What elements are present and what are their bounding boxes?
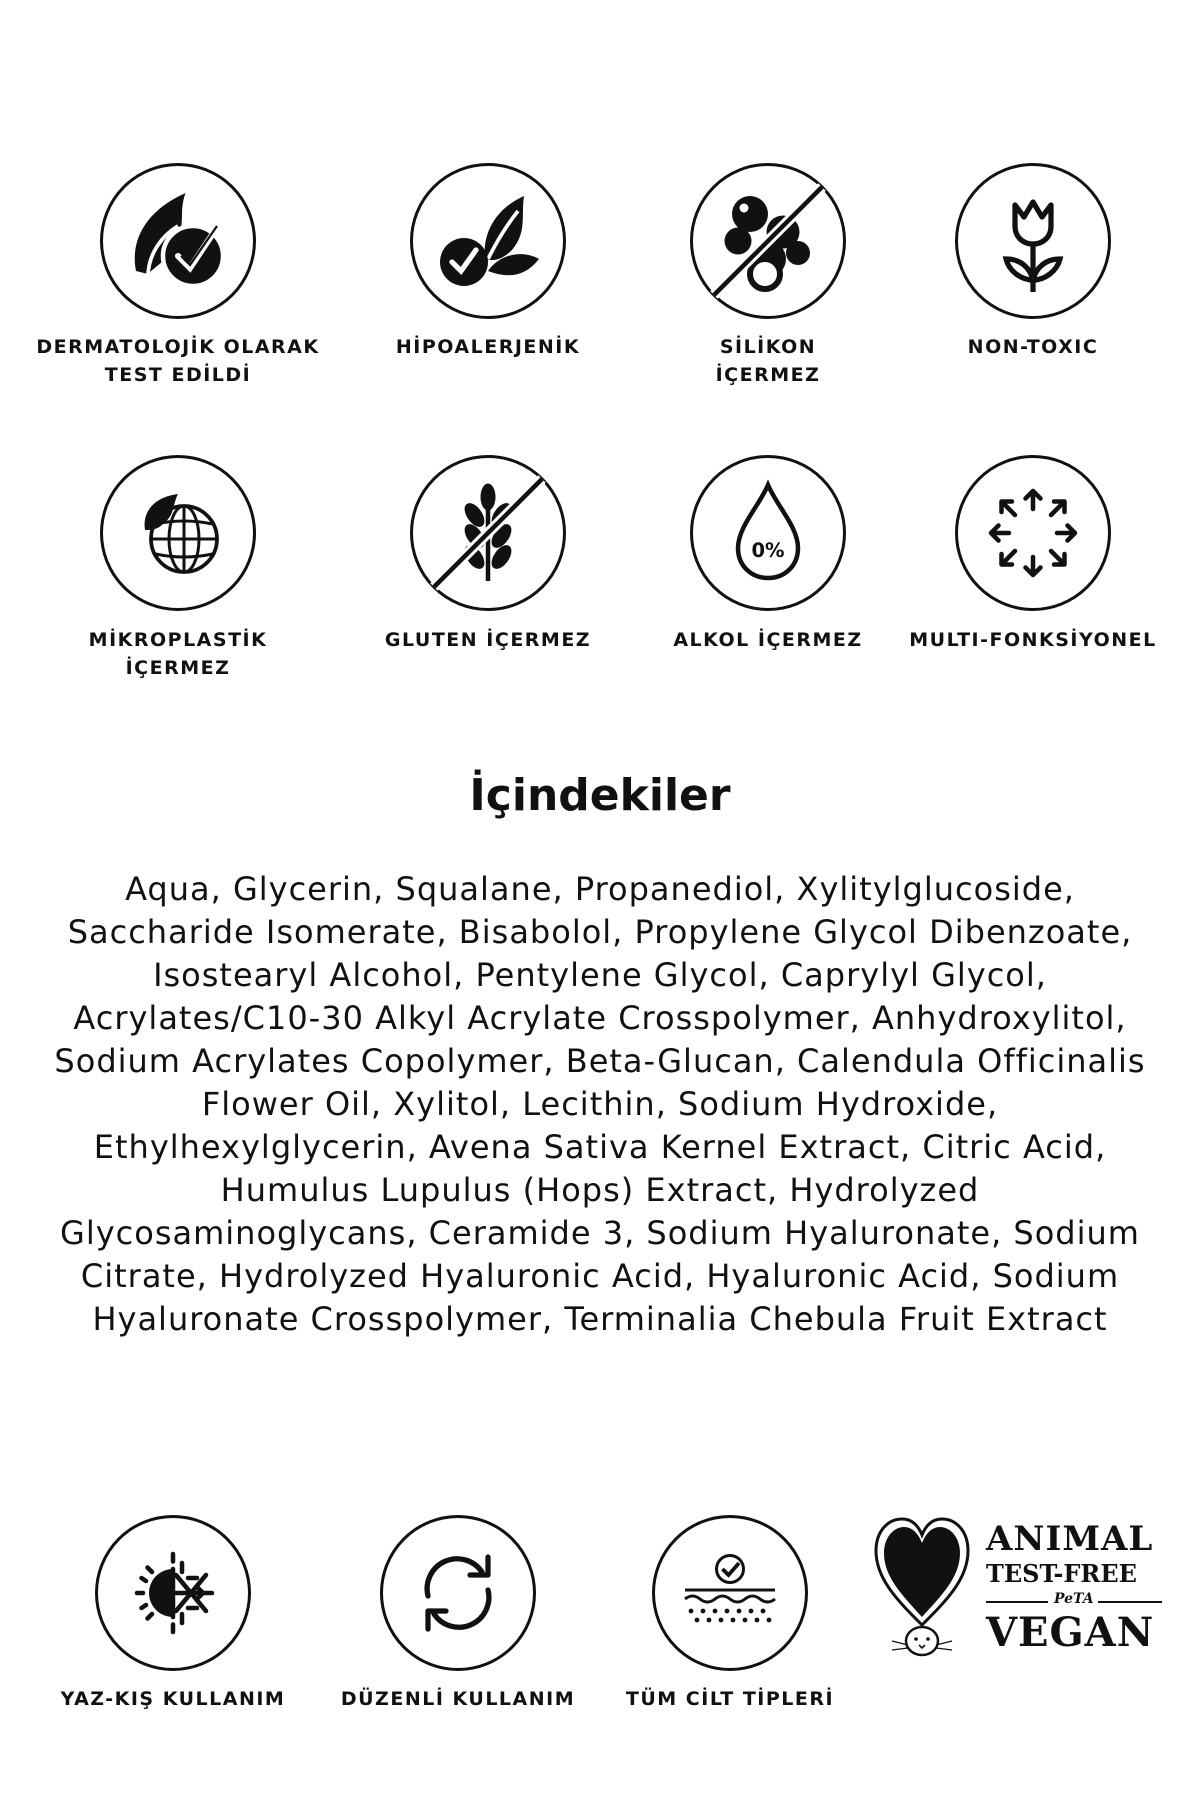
globe-leaf-icon [100, 455, 256, 611]
peta-animal-text: ANIMAL [986, 1519, 1154, 1559]
peta-logo [868, 1505, 1168, 1665]
arrows-multi-icon [955, 455, 1111, 611]
refresh-icon [380, 1515, 536, 1671]
no-silicone-icon [690, 163, 846, 319]
badge-label: HİPOALERJENİK [395, 336, 581, 358]
badge-label: MİKROPLASTİK İÇERMEZ [88, 629, 268, 679]
sun-snow-icon [95, 1515, 251, 1671]
drop-zero-label: 0% [751, 539, 785, 562]
peta-divider-right [1098, 1601, 1162, 1603]
tulip-icon [955, 163, 1111, 319]
leaves-check-icon [410, 163, 566, 319]
badge-label: DÜZENLİ KULLANIM [340, 1688, 576, 1710]
skin-layers-icon [652, 1515, 808, 1671]
leaf-check-icon [100, 163, 256, 319]
badge-label: TÜM CİLT TİPLERİ [625, 1688, 835, 1710]
drop-zero-icon [690, 455, 846, 611]
badge-label: GLUTEN İÇERMEZ [384, 629, 592, 651]
peta-bunny-heart-icon [868, 1505, 976, 1665]
badge-label: DERMATOLOJİK OLARAK TEST EDİLDİ [36, 336, 320, 386]
badge-label: NON-TOXIC [967, 336, 1099, 358]
peta-test-free-text: TEST-FREE [986, 1559, 1137, 1588]
peta-brand-text: PeTA [1054, 1591, 1094, 1607]
badge-label: ALKOL İÇERMEZ [673, 629, 863, 651]
ingredients-title: İçindekiler [469, 770, 731, 821]
badge-label: MULTI-FONKSİYONEL [909, 629, 1157, 651]
ingredients-text: Aqua, Glycerin, Squalane, Propanediol, Xylitylglucoside, Saccharide Isomerate, Bisabolol, Propylene Glycol Dibenzoate, Isostearyl Alcohol, Pentylene Glycol, Caprylyl Glycol, Acrylates/C10-30 Alkyl Acrylate Crosspolymer, Anhydroxylitol, Sodium Acrylates Copolymer, Beta-Glucan, Calendula Officinalis Flower Oil, Xylitol, Lecithin, Sodium Hydroxide, Ethylhexylglycerin, Avena Sativa Kernel Extract, Citric Acid, Humulus Lupulus (Hops) Extract, Hydrolyzed Glycosaminoglycans, Ceramide 3, Sodium Hyaluronate, Sodium Citrate, Hydrolyzed Hyaluronic Acid, Hyaluronic Acid, Sodium Hyaluronate Crosspolymer, Terminalia Chebula Fruit Extract [54, 870, 1146, 1338]
badge-label: SİLİKON İÇERMEZ [715, 336, 821, 386]
peta-divider-left [986, 1601, 1048, 1603]
badge-label: YAZ-KIŞ KULLANIM [60, 1688, 286, 1710]
no-wheat-icon [410, 455, 566, 611]
peta-vegan-text: VEGAN [986, 1609, 1155, 1656]
